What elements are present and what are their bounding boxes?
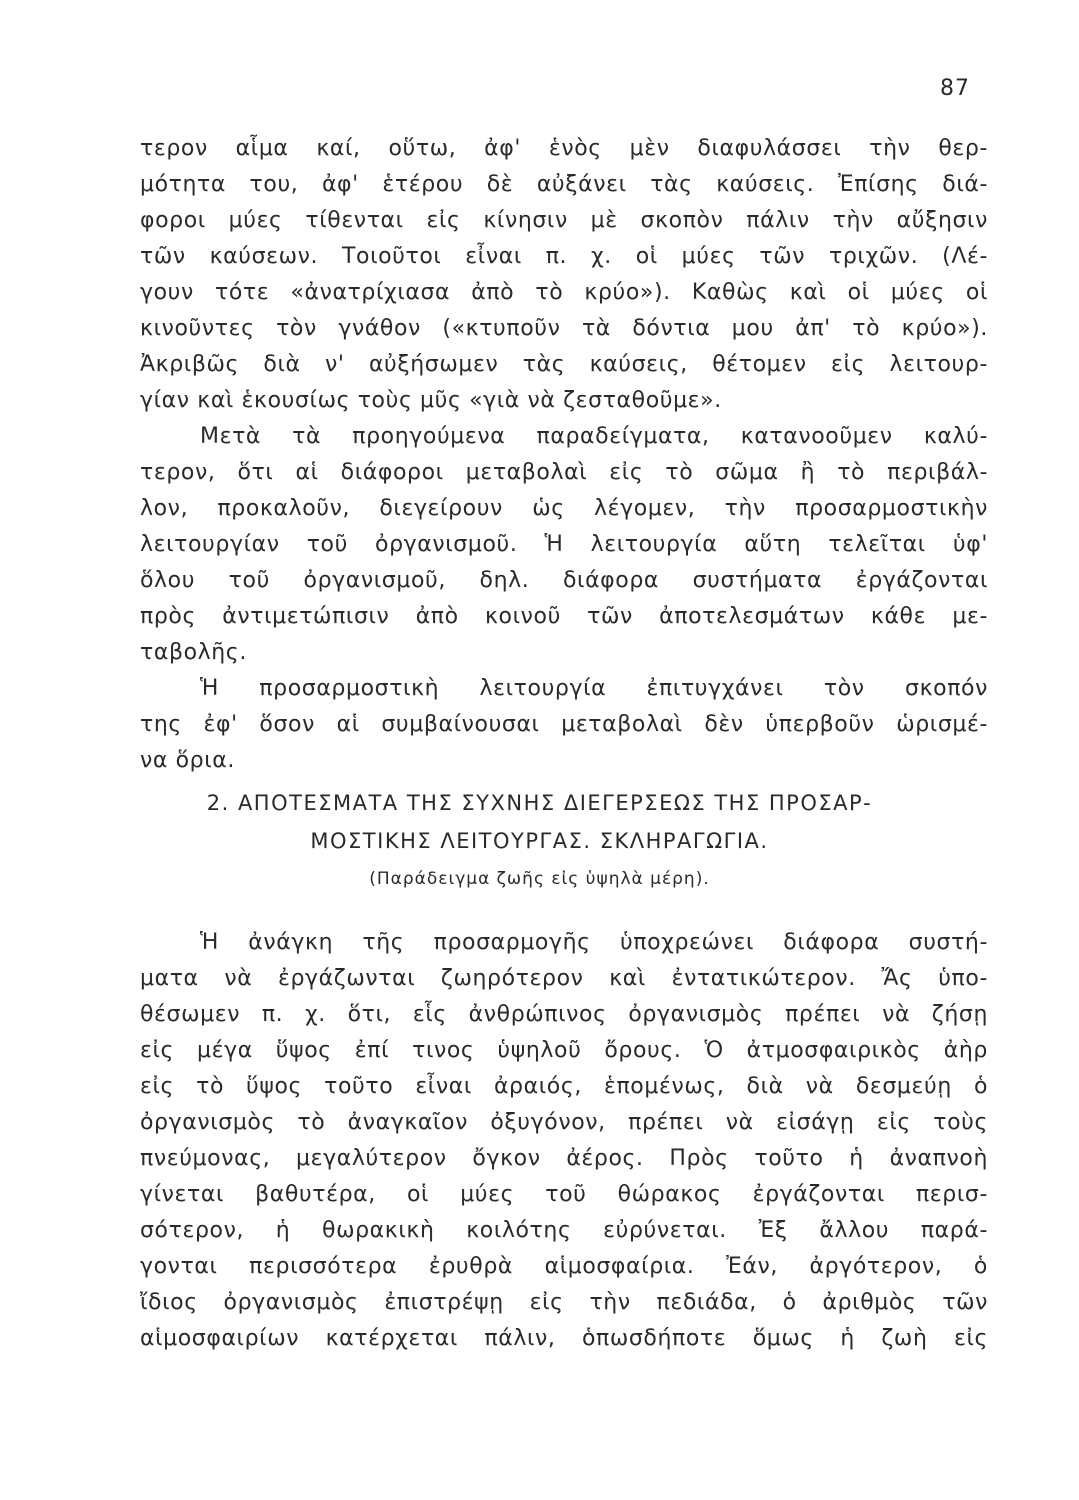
text-line: Μετὰ τὰ προηγούμενα παραδείγματα, κατανοοῦμεν καλύ-	[200, 424, 988, 449]
text-line: τερον, ὅτι αἱ διάφοροι μεταβολαὶ εἰς τὸ σῶμα ἢ τὸ περιβάλ-	[140, 460, 988, 485]
text-line: πνεύμονας, μεγαλύτερον ὄγκον ἀέρος. Πρὸς τοῦτο ἡ ἀναπνοὴ	[140, 1146, 988, 1171]
text-line: Ἀκριβῶς διὰ ν' αὐξήσωμεν τὰς καύσεις, θέτομεν εἰς λειτουρ-	[140, 352, 988, 377]
section-heading-line-1: 2. ΑΠΟΤΕΣΜΑΤΑ ΤΗΣ ΣΥΧΝΗΣ ΔΙΕΓΕΡΣΕΩΣ ΤΗΣ ΠΡΟΣΑΡ-	[206, 791, 873, 815]
text-line: ἴδιος ὀργανισμὸς ἐπιστρέψῃ εἰς τὴν πεδιάδα, ὁ ἀριθμὸς τῶν	[140, 1290, 988, 1315]
text-line: της ἐφ' ὅσον αἱ συμβαίνουσαι μεταβολαὶ δὲν ὑπερβοῦν ὡρισμέ-	[140, 712, 988, 737]
text-line: κινοῦντες τὸν γνάθον («κτυποῦν τὰ δόντια μου ἀπ' τὸ κρύο»).	[140, 316, 988, 341]
text-line: ὅλου τοῦ ὀργανισμοῦ, δηλ. διάφορα συστήματα ἐργάζονται	[140, 568, 988, 593]
text-line: τῶν καύσεων. Τοιοῦτοι εἶναι π. χ. οἱ μύες τῶν τριχῶν. (Λέ-	[140, 244, 988, 269]
text-line: εἰς μέγα ὕψος ἐπί τινος ὑψηλοῦ ὄρους. Ὁ ἀτμοσφαιρικὸς ἀὴρ	[140, 1038, 988, 1063]
text-line: να ὅρια.	[140, 748, 235, 773]
text-line: σότερον, ἡ θωρακικὴ κοιλότης εὐρύνεται. Ἐξ ἄλλου παρά-	[140, 1218, 988, 1243]
text-line: ὀργανισμὸς τὸ ἀναγκαῖον ὀξυγόνον, πρέπει νὰ εἰσάγῃ εἰς τοὺς	[140, 1110, 988, 1135]
text-line: Ἡ ἀνάγκη τῆς προσαρμογῆς ὑποχρεώνει διάφορα συστή-	[200, 930, 988, 955]
section-subtitle: (Παράδειγμα ζωῆς εἰς ὑψηλὰ μέρη).	[369, 869, 710, 889]
text-line: γίαν καὶ ἑκουσίως τοὺς μῦς «γιὰ νὰ ζεσταθοῦμε».	[140, 388, 722, 413]
text-line: γονται περισσότερα ἐρυθρὰ αἱμοσφαίρια. Ἐάν, ἀργότερον, ὁ	[140, 1254, 988, 1279]
text-line: τερον αἷμα καί, οὕτω, ἀφ' ἑνὸς μὲν διαφυλάσσει τὴν θερ-	[140, 136, 988, 161]
text-line: αἱμοσφαιρίων κατέρχεται πάλιν, ὁπωσδήποτε ὅμως ἡ ζωὴ εἰς	[140, 1326, 988, 1351]
text-line: Ἡ προσαρμοστικὴ λειτουργία ἐπιτυγχάνει τὸν σκοπόν	[200, 676, 988, 701]
text-line: λον, προκαλοῦν, διεγείρουν ὡς λέγομεν, τὴν προσαρμοστικὴν	[140, 496, 988, 521]
text-line: πρὸς ἀντιμετώπισιν ἀπὸ κοινοῦ τῶν ἀποτελεσμάτων κάθε με-	[140, 604, 988, 629]
text-line: γίνεται βαθυτέρα, οἱ μύες τοῦ θώρακος ἐργάζονται περισ-	[140, 1182, 988, 1207]
text-line: ματα νὰ ἐργάζωνται ζωηρότερον καὶ ἐντατικώτερον. Ἄς ὑπο-	[140, 966, 988, 991]
text-line: φοροι μύες τίθενται εἰς κίνησιν μὲ σκοπὸν πάλιν τὴν αὔξησιν	[140, 208, 988, 233]
text-line: εἰς τὸ ὕψος τοῦτο εἶναι ἀραιός, ἑπομένως, διὰ νὰ δεσμεύῃ ὁ	[140, 1074, 988, 1099]
page-number: 87	[940, 76, 970, 101]
text-line: γουν τότε «ἀνατρίχιασα ἀπὸ τὸ κρύο»). Καθὼς καὶ οἱ μύες οἱ	[140, 280, 988, 305]
text-line: λειτουργίαν τοῦ ὀργανισμοῦ. Ἡ λειτουργία αὕτη τελεῖται ὑφ'	[140, 532, 988, 557]
section-heading-line-2: ΜΟΣΤΙΚΗΣ ΛΕΙΤΟΥΡΓΑΣ. ΣΚΛΗΡΑΓΩΓΙΑ.	[310, 829, 769, 853]
text-line: ταβολῆς.	[140, 640, 247, 665]
text-line: θέσωμεν π. χ. ὅτι, εἷς ἀνθρώπινος ὀργανισμὸς πρέπει νὰ ζήσῃ	[140, 1002, 988, 1027]
text-line: μότητα του, ἀφ' ἑτέρου δὲ αὐξάνει τὰς καύσεις. Ἐπίσης διά-	[140, 172, 988, 197]
